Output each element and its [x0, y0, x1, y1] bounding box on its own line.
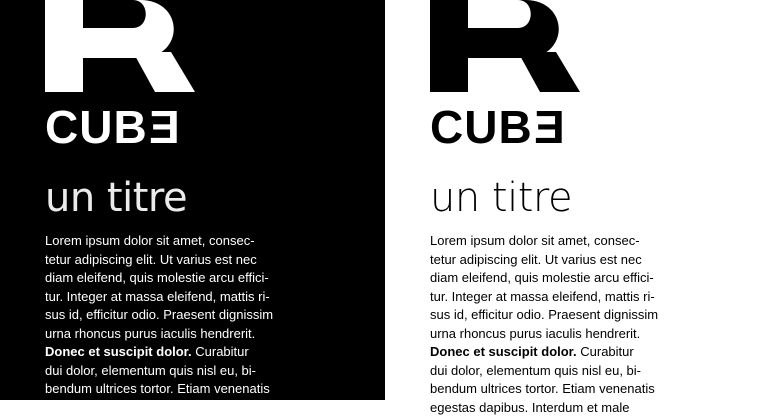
body-line: tur. Integer at massa eleifend, mattis ri- [430, 288, 680, 307]
bold-lead: Donec et suscipit dolor. [430, 344, 577, 359]
body-line: bendum ultrices tortor. Etiam venenatis [45, 380, 295, 399]
logo-cube-main: CUB [45, 101, 148, 153]
logo-r-letter [430, 0, 582, 92]
logo-cube-mirrored-e: E [148, 104, 180, 150]
logo-cube-wordmark [45, 104, 179, 150]
body-line: egestas dapibus. Interdum et male [430, 399, 680, 417]
bold-lead: Donec et suscipit dolor. [45, 344, 192, 359]
body-line: egestas dapibus. Interdum et male [45, 399, 295, 417]
body-line: tur. Integer at massa eleifend, mattis ri- [45, 288, 295, 307]
body-line-bold [430, 343, 680, 362]
body-line: tetur adipiscing elit. Ut varius est nec [430, 251, 680, 270]
body-line: diam eleifend, quis molestie arcu effici- [45, 269, 295, 288]
after-bold: Curabitur [192, 344, 249, 359]
body-line-bold [45, 343, 295, 362]
body-line: sus id, efficitur odio. Praesent dignissim [45, 306, 295, 325]
body-text [430, 232, 680, 417]
light-panel [385, 0, 770, 400]
body-line: Lorem ipsum dolor sit amet, consec- [430, 232, 680, 251]
after-bold: Curabitur [577, 344, 634, 359]
body-line: dui dolor, elementum quis nisl eu, bi- [430, 362, 680, 381]
page-title: un titre [430, 178, 572, 218]
logo-cube-mirrored-e: E [533, 104, 565, 150]
body-line: diam eleifend, quis molestie arcu effici- [430, 269, 680, 288]
page-title: un titre [45, 178, 187, 218]
body-line: dui dolor, elementum quis nisl eu, bi- [45, 362, 295, 381]
logo-r-letter [45, 0, 197, 92]
body-line: urna rhoncus purus iaculis hendrerit. [45, 325, 295, 344]
body-line: Lorem ipsum dolor sit amet, consec- [45, 232, 295, 251]
body-line: sus id, efficitur odio. Praesent dignissim [430, 306, 680, 325]
body-text [45, 232, 295, 417]
logo-cube-main: CUB [430, 101, 533, 153]
body-line: urna rhoncus purus iaculis hendrerit. [430, 325, 680, 344]
body-line: bendum ultrices tortor. Etiam venenatis [430, 380, 680, 399]
dark-panel [0, 0, 385, 400]
body-line: tetur adipiscing elit. Ut varius est nec [45, 251, 295, 270]
logo-cube-wordmark [430, 104, 564, 150]
